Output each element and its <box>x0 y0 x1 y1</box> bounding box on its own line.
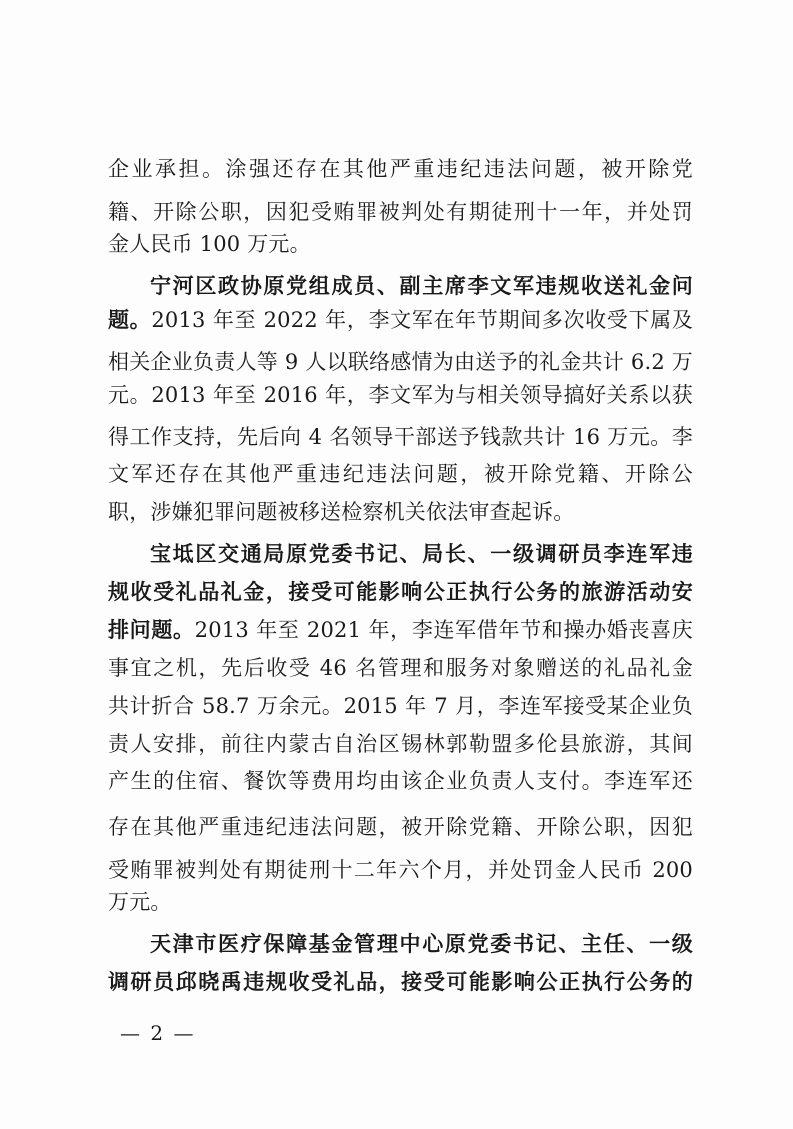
p1-line-3: 金人民币 100 万元。 <box>108 232 311 256</box>
p2-line-3: 相关企业负责人等 9 人以联络感情为由送予的礼金共计 6.2 万 <box>108 350 693 374</box>
p2-line-4: 元。2013 年至 2016 年，李文军为与相关领导搞好关系以获 <box>108 383 693 407</box>
p3-line-10: 万元。 <box>108 890 172 914</box>
p3-line-8: 存在其他严重违纪违法问题，被开除党籍、开除公职，因犯 <box>108 815 693 839</box>
p2-line-2 <box>108 303 693 337</box>
p3-line-7: 产生的住宿、餐饮等费用均由该企业负责人支付。李连军还 <box>108 769 693 793</box>
p3-line-3-rest: 2013 年至 2021 年，李连军借年节和操办婚丧喜庆 <box>194 618 693 642</box>
p1-line-2: 籍、开除公职，因犯受贿罪被判处有期徒刑十一年，并处罚 <box>108 200 693 224</box>
p4-heading-line-2: 调研员邱晓禹违规收受礼品，接受可能影响公正执行公务的 <box>108 970 693 994</box>
p2-line-7: 职，涉嫌犯罪问题被移送检察机关依法审查起诉。 <box>108 500 575 524</box>
p3-line-6: 责人安排，前往内蒙古自治区锡林郭勒盟多伦县旅游，其间 <box>108 732 693 756</box>
p2-heading-end: 题。 <box>108 308 152 332</box>
p2-heading-line-1: 宁河区政协原党组成员、副主席李文军违规收送礼金问 <box>150 274 693 298</box>
p2-line-5: 得工作支持，先后向 4 名领导干部送予钱款共计 16 万元。李 <box>108 425 693 449</box>
p3-line-5: 共计折合 58.7 万余元。2015 年 7 月，李连军接受某企业负 <box>108 694 693 718</box>
p2-line-2-rest: 2013 年至 2022 年，李文军在年节期间多次收受下属及 <box>151 308 693 332</box>
p4-heading-line-1: 天津市医疗保障基金管理中心原党委书记、主任、一级 <box>150 932 693 956</box>
p2-line-6: 文军还存在其他严重违纪违法问题，被开除党籍、开除公 <box>108 462 693 486</box>
p3-heading-line-2: 规收受礼品礼金，接受可能影响公正执行公务的旅游活动安 <box>108 580 693 604</box>
p3-line-9: 受贿罪被判处有期徒刑十二年六个月，并处罚金人民币 200 <box>108 858 693 882</box>
page-number: — 2 — <box>120 1021 196 1045</box>
p3-heading-line-1: 宝坻区交通局原党委书记、局长、一级调研员李连军违 <box>150 542 693 566</box>
p3-line-3 <box>108 613 693 647</box>
p3-heading-end: 排问题。 <box>108 618 195 642</box>
p1-line-1: 企业承担。涂强还存在其他严重违纪违法问题，被开除党 <box>108 157 693 181</box>
p3-line-4: 事宜之机，先后收受 46 名管理和服务对象赠送的礼品礼金 <box>108 656 693 680</box>
